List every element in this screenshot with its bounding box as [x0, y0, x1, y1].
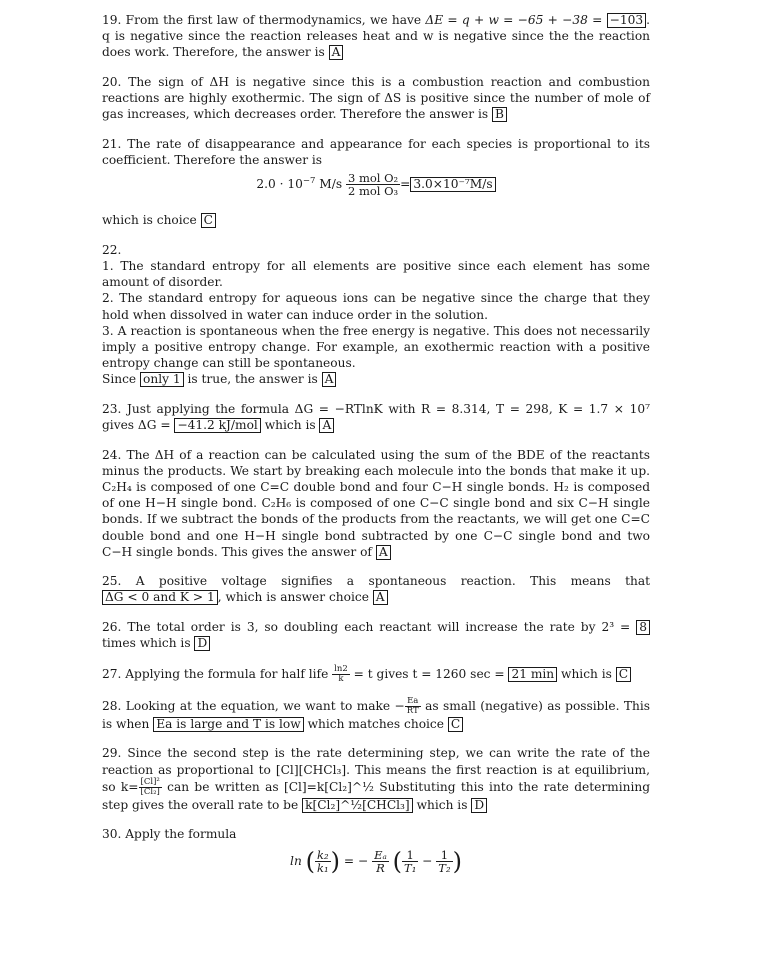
answer-box: 8 [636, 620, 650, 635]
answer-box: 21 min [508, 667, 557, 682]
solution-19: 19. From the first law of thermodynamics, we have ΔE = q + w = −65 + −38 = −103 . q is negative since the reaction releases heat and w is negative since the the reaction does work. Therefore, the answer is A [102, 13, 651, 60]
answer-box: ΔG < 0 and K > 1 [102, 590, 218, 605]
solution-29: 29. Since the second step is the rate determining step, we can write the rate of the reaction as proportional to [Cl][CHCl₃]. This means the first reaction is at equilibrium, so k= $\frac{\text{[Cl]²}}{\text{[Cl₂]}}$ can be written as [Cl]=k[Cl₂]^½ Substituting this into the rate determining step gives the overall rate to be k[Cl₂]^½[CHCl₃] which is D [102, 746, 651, 812]
answer-box: 3.0×10⁻⁷M/s [410, 177, 495, 192]
solution-20: 20. The sign of ΔH is negative since this is a combustion reaction and combustion reactions are highly exothermic. The sign of ΔS is positive since the number of mole of gas increases, which decreases order. Therefore the answer is B [102, 74, 650, 122]
solution-24: 24. The ΔH of a reaction can be calculated using the sum of the BDE of the reactants minus the products. We start by breaking each molecule into the bonds that make it up. C₂H₄ is composed of one C=C double bond and four C−H single bonds. H₂ is composed of one H−H single bond. C₂H₆ is composed of one C−C single bond and six C−H single bonds. If we subtract the bonds of the products from the reactants, we will get one C=C double bond and one H−H single bond subtracted by one C−C single bond and two C−H single bonds. This gives the answer of A [102, 447, 650, 559]
mole-ratio-fraction: $\frac{\text{3 mol O₂}}{\text{2 mol O₃}}$ [347, 171, 399, 199]
display-equation: $2.0 \cdot 10^{-7}$ M/s $\frac{\text{3 mol O₂}}{\text{2 mol O₃}}$ = 3.0×10⁻⁷M/s [102, 172, 650, 197]
arrhenius-equation: ln ( $\frac{\text{k₂}}{\text{k₁}}$ ) = − $\frac{\text{Eₐ}}{R}$ ( $\frac{1}{\text{T₁}}$ − $\frac{1}{\text{T₂}}$ ) [290, 846, 462, 875]
choice-box: A [373, 590, 388, 605]
half-life-fraction: $\frac{\ln 2}{k}$ [334, 663, 348, 684]
solution-22: 22. 1. The standard entropy for all elements are positive since each element has some amount of disorder. 2. The standard entropy for aqueous ions can be negative since the charge that they hold when dissolved in water can induce order in the solution. 3. A reaction is spontaneous when the free energy is negative. This does not necessarily imply a positive entropy change. For example, an exothermic reaction with a positive entropy change can still be spontaneous. Since only 1 is true, the answer is A [102, 242, 650, 387]
solution-25: 25. A positive voltage signifies a spontaneous reaction. This means that ΔG < 0 and K > 1 , which is answer choice A [102, 574, 650, 605]
choice-box: D [471, 798, 487, 813]
choice-box: D [194, 636, 210, 651]
solutions-page [102, 12, 650, 880]
answer-box: only 1 [140, 372, 184, 387]
answer-box: Ea is large and T is low [153, 717, 303, 732]
choice-box: A [319, 418, 334, 433]
choice-box: A [376, 545, 391, 560]
choice-box: C [448, 717, 463, 732]
choice-box: C [616, 667, 631, 682]
solution-27: 27. Applying the formula for half life $\frac{\ln 2}{k}$ = t gives t = 1260 sec = 21 min which is C [102, 665, 650, 684]
solution-28: 28. Looking at the equation, we want to make − $\frac{Ea}{RT}$ as small (negative) as possible. This is when Ea is large and T is low which matches choice C [102, 695, 651, 731]
arrhenius-fraction: $\frac{Ea}{RT}$ [406, 695, 419, 716]
choice-box: A [322, 372, 337, 387]
solution-30: 30. Apply the formula ln ( $\frac{\text{k₂}}{\text{k₁}}$ ) = − $\frac{\text{Eₐ}}{R}$ ( $\frac{1}{\text{T₁}}$ − $\frac{1}{\text{T₂}}$ ) [102, 826, 650, 873]
answer-box: −103 [607, 13, 646, 28]
solution-26: 26. The total order is 3, so doubling each reactant will increase the rate by 2³ = 8 times which is D [102, 619, 650, 651]
solution-23: 23. Just applying the formula ΔG = −RTlnK with R = 8.314, T = 298, K = 1.7 × 10⁷ gives ΔG = −41.2 kJ/mol which is A [102, 401, 650, 433]
choice-box: A [329, 45, 344, 60]
choice-box: C [201, 213, 216, 228]
answer-box: −41.2 kJ/mol [174, 418, 260, 433]
answer-box: k[Cl₂]^½[CHCl₃] [302, 798, 413, 813]
solution-21: 21. The rate of disappearance and appearance for each species is proportional to its coefficient. Therefore the answer is $2.0 \cdot 10^{-7}$ M/s $\frac{\text{3 mol O₂}}{\text{2 mol O₃}}$ = 3.0×10⁻⁷M/s which is choice C [102, 136, 650, 228]
equilibrium-fraction: $\frac{\text{[Cl]²}}{\text{[Cl₂]}}$ [140, 776, 160, 797]
choice-box: B [492, 107, 507, 122]
